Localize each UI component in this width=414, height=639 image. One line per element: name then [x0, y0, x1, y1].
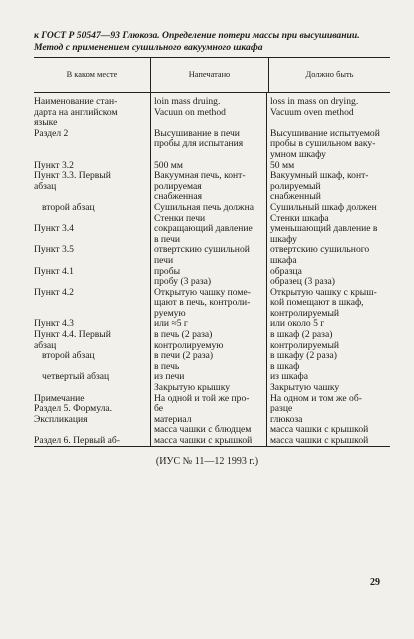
- table-cell-line: контролируемую: [154, 339, 224, 351]
- table-cell-line: из печи: [154, 371, 185, 383]
- table-cell-line: Пункт 4.4. Первый: [34, 329, 111, 341]
- table-cell-line: масса чашки с крышкой: [270, 424, 369, 436]
- table-header-row: [34, 58, 390, 93]
- table-cell-line: в печь: [154, 360, 180, 372]
- table-cell-line: Примечание: [34, 392, 85, 404]
- table-cell-line: На одном и том же об-: [270, 392, 362, 404]
- table-cell-line: шкафу: [270, 233, 297, 245]
- table-cell-line: контролируемый: [270, 307, 340, 319]
- table-cell-line: языке: [34, 117, 58, 129]
- column-header-printed: Напечатано: [150, 58, 269, 92]
- document-header: [34, 30, 390, 54]
- table-cell-line: ролируемая: [154, 180, 202, 192]
- table-cell-line: материал: [154, 413, 192, 425]
- table-cell-line: Пункт 4.2: [34, 286, 74, 298]
- table-cell-line: Пункт 3.4: [34, 223, 74, 235]
- table-cell-line: контролируемый: [270, 339, 340, 351]
- table-cell-line: снабженная: [154, 191, 202, 203]
- table-cell-line: образец (3 раза): [270, 276, 336, 288]
- table-cell-line: абзац: [34, 180, 57, 192]
- table-cell-line: [34, 150, 144, 161]
- table-cell-line: Vacuun on method: [154, 106, 226, 118]
- table-cell-line: уменьшающий давление в: [270, 223, 378, 235]
- table-cell-line: умном шкафу: [270, 148, 326, 160]
- table-cell-line: печи: [154, 254, 174, 266]
- table-cell-line: в шкафу (2 раза): [270, 350, 337, 362]
- table-cell-line: Открытую чашку поме-: [154, 286, 251, 298]
- table-cell-line: в печь (2 раза): [154, 329, 213, 341]
- table-cell-line: абзац: [34, 339, 57, 351]
- table-cell-line: в шкаф: [270, 360, 300, 372]
- table-cell-line: масса чашки с крышкой: [154, 435, 253, 446]
- table-cell-line: [34, 139, 144, 150]
- column-header-location: В каком месте: [66, 69, 118, 79]
- table-cell-line: щают в печь, контроли-: [154, 297, 251, 309]
- page-number: 29: [370, 577, 380, 588]
- table-cell-line: отвертскию сушильного: [270, 244, 370, 256]
- table-cell-line: в шкаф (2 раза): [270, 329, 333, 341]
- table-cell-line: глюкоза: [270, 413, 303, 425]
- column-should-be: [267, 93, 388, 446]
- table-cell-line: отвертскию сушильной: [154, 244, 250, 256]
- table-cell-line: Стенки шкафа: [270, 212, 329, 224]
- table-cell-line: ролируемый: [270, 180, 321, 192]
- table-cell-line: в печи: [154, 233, 181, 245]
- table-cell-line: Сушильный шкаф должен: [270, 201, 377, 213]
- table-cell-line: Вакуумный шкаф, конт-: [270, 170, 369, 182]
- table-cell-line: Стенки печи: [154, 212, 206, 224]
- table-body: [34, 93, 390, 446]
- table-cell-line: пробы: [154, 265, 181, 277]
- column-printed: [150, 93, 267, 446]
- table-cell-line: четвертый абзац: [42, 371, 110, 383]
- table-cell-line: Пункт 3.5: [34, 244, 74, 256]
- table-cell-line: 50 мм: [270, 159, 295, 171]
- table-cell-line: Сушильная печь должна: [154, 201, 254, 213]
- table-cell-line: разце: [270, 403, 293, 415]
- table-cell-line: шкафа: [270, 254, 297, 266]
- table-cell-line: Раздел 2: [34, 127, 69, 139]
- table-cell-line: второй абзац: [42, 350, 95, 362]
- table-cell-line: снабженный: [270, 191, 321, 203]
- table-cell-line: Пункт 3.2: [34, 159, 74, 171]
- table-cell-line: сокращающий давление: [154, 223, 253, 235]
- table-cell-line: в печи (2 раза): [154, 350, 214, 362]
- table-cell-line: loin mass druing.: [154, 96, 221, 107]
- table-cell-line: Высушивание испытуемой: [270, 127, 380, 139]
- table-cell-line: Закрытую крышку: [154, 382, 231, 394]
- table-cell-line: [34, 298, 144, 309]
- table-cell-line: пробы для испытания: [154, 138, 244, 150]
- table-cell-line: Высушивание в печи: [154, 127, 240, 139]
- footer-reference: (ИУС № 11—12 1993 г.): [155, 456, 259, 467]
- table-cell-line: loss in mass on drying.: [270, 96, 359, 107]
- column-header-should-be: Должно быть: [305, 69, 354, 79]
- table-cell-line: Пункт 4.3: [34, 318, 74, 330]
- table-cell-line: [154, 150, 263, 161]
- table-cell-line: Раздел 6. Первый аб-: [34, 435, 120, 446]
- table-cell-line: Vacuum oven method: [270, 106, 354, 118]
- header-line-1: к ГОСТ Р 50547—93 Глюкоза. Определение потери массы при высушивании.: [34, 30, 360, 41]
- table-cell-line: Наименование стан-: [34, 96, 118, 107]
- table-cell-line: или около 5 г: [270, 318, 325, 330]
- errata-table: [34, 57, 390, 447]
- table-cell-line: Вакуумная печь, конт-: [154, 170, 246, 182]
- table-cell-line: Раздел 5. Формула.: [34, 403, 113, 415]
- table-cell-line: дарта на английском: [34, 106, 118, 118]
- table-cell-line: Закрытую чашку: [270, 382, 340, 394]
- column-location: [34, 93, 150, 446]
- table-cell-line: бе: [154, 403, 164, 415]
- table-cell-line: второй абзац: [42, 201, 95, 213]
- table-cell-line: руемую: [154, 307, 186, 319]
- table-cell-line: [34, 256, 144, 267]
- table-cell-line: кой помещают в шкаф,: [270, 297, 364, 309]
- table-cell-line: или ≈5 г: [154, 318, 188, 330]
- table-cell-line: образца: [270, 265, 302, 277]
- table-cell-line: из шкафа: [270, 371, 308, 383]
- table-cell-line: масса чашки с крышкой: [270, 435, 369, 446]
- table-cell-line: На одной и той же про-: [154, 392, 250, 404]
- table-cell-line: Открытую чашку с крыш-: [270, 286, 377, 298]
- table-cell-line: 500 мм: [154, 159, 183, 171]
- table-cell-line: Пункт 3.3. Первый: [34, 170, 111, 182]
- header-line-2: Метод с применением сушильного вакуумного шкафа: [34, 42, 263, 53]
- table-cell-line: Пункт 4.1: [34, 265, 74, 277]
- table-cell-line: пробу (3 раза): [154, 276, 212, 288]
- table-cell-line: масса чашки с блюдцем: [154, 424, 252, 436]
- table-cell-line: Экспликация: [34, 413, 88, 425]
- table-cell-line: пробы в сушильном ваку-: [270, 138, 376, 150]
